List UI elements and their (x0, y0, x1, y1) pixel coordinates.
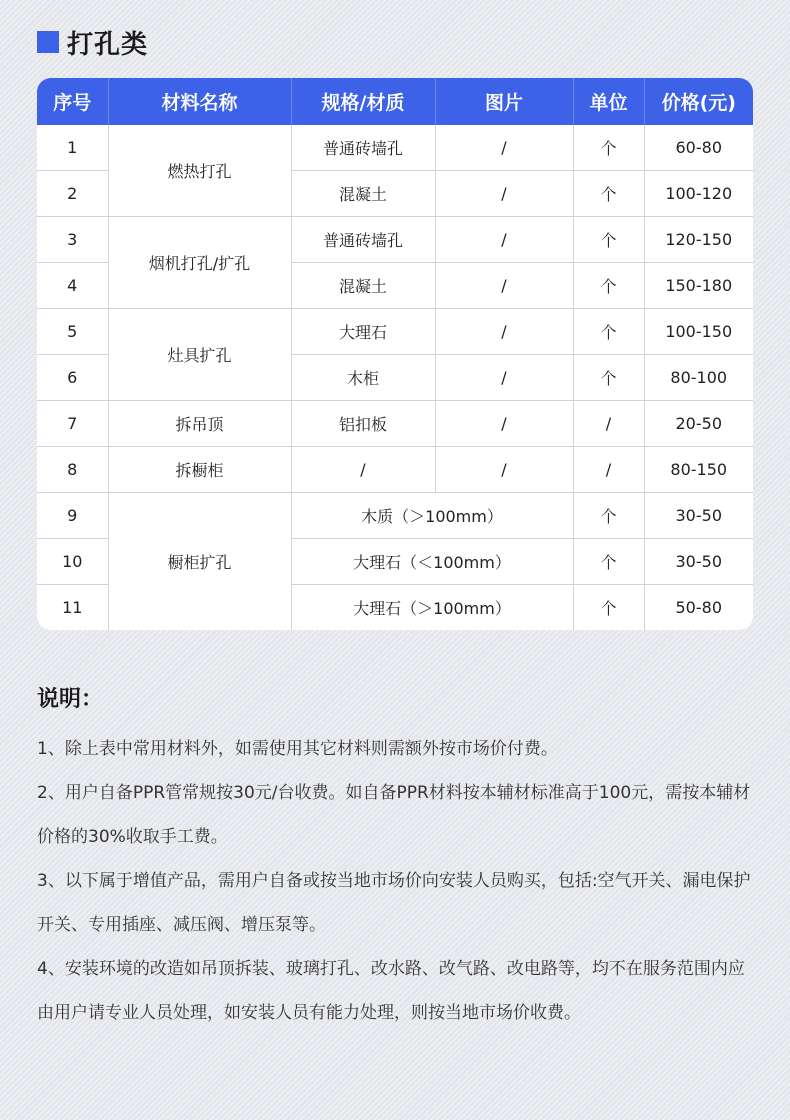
section-marker (37, 31, 59, 53)
table-row (37, 217, 753, 263)
header-spec: 规格/材质 (291, 78, 435, 125)
row-price: 120-150 (644, 217, 753, 263)
row-image: / (435, 217, 573, 263)
material-name: 拆橱柜 (108, 447, 291, 493)
header-material: 材料名称 (108, 78, 291, 125)
row-no: 7 (37, 401, 108, 447)
section-header (37, 24, 148, 60)
row-image: / (435, 171, 573, 217)
notes-section (37, 682, 757, 1035)
row-spec: 混凝土 (291, 171, 435, 217)
note-item: 1、除上表中常用材料外，如需使用其它材料则需额外按市场价付费。 (37, 739, 558, 759)
material-name: 拆吊顶 (108, 401, 291, 447)
row-no: 6 (37, 355, 108, 401)
row-price: 150-180 (644, 263, 753, 309)
row-price: 20-50 (644, 401, 753, 447)
row-spec: / (291, 447, 435, 493)
note-item: 3、以下属于增值产品，需用户自备或按当地市场价向安装人员购买，包括:空气开关、漏电保护开关、专用插座、减压阀、增压泵等。 (37, 871, 751, 935)
row-unit: 个 (573, 171, 644, 217)
row-unit: 个 (573, 263, 644, 309)
row-no: 3 (37, 217, 108, 263)
row-unit: 个 (573, 309, 644, 355)
row-image: / (435, 401, 573, 447)
row-no: 4 (37, 263, 108, 309)
row-price: 80-100 (644, 355, 753, 401)
row-spec: 大理石 (291, 309, 435, 355)
row-spec: 木柜 (291, 355, 435, 401)
row-spec: 木质（＞100mm） (291, 493, 573, 539)
table-row (37, 447, 753, 493)
row-no: 1 (67, 138, 78, 157)
row-image: / (435, 125, 573, 171)
row-unit: 个 (573, 217, 644, 263)
row-unit: 个 (573, 355, 644, 401)
material-name: 燃热打孔 (108, 125, 291, 217)
row-spec: 混凝土 (291, 263, 435, 309)
row-spec: 普通砖墙孔 (291, 217, 435, 263)
material-name: 灶具扩孔 (108, 309, 291, 401)
row-price: 30-50 (644, 539, 753, 585)
table-row (37, 493, 753, 539)
note-item: 2、用户自备PPR管常规按30元/台收费。如自备PPR材料按本辅材标准高于100元，需按本辅材价格的30%收取手工费。 (37, 783, 751, 847)
row-unit: 个 (573, 493, 644, 539)
row-spec: 普通砖墙孔 (291, 125, 435, 171)
row-price: 100-120 (644, 171, 753, 217)
table-row (37, 125, 753, 171)
row-unit: / (573, 447, 644, 493)
row-no: 8 (37, 447, 108, 493)
row-spec: 大理石（＜100mm） (291, 539, 573, 585)
row-spec: 铝扣板 (291, 401, 435, 447)
row-price: 50-80 (644, 585, 753, 631)
row-image: / (435, 447, 573, 493)
section-title: 打孔类 (67, 29, 149, 60)
note-item: 4、安装环境的改造如吊顶拆装、玻璃打孔、改水路、改气路、改电路等，均不在服务范围内应由用户请专业人员处理，如安装人员有能力处理，则按当地市场价收费。 (37, 959, 745, 1023)
row-price: 80-150 (644, 447, 753, 493)
material-name: 烟机打孔/扩孔 (108, 217, 291, 309)
row-unit: 个 (573, 125, 644, 171)
header-image: 图片 (435, 78, 573, 125)
row-image: / (435, 355, 573, 401)
row-unit: 个 (573, 539, 644, 585)
material-name: 橱柜扩孔 (108, 493, 291, 631)
header-unit: 单位 (573, 78, 644, 125)
header-price: 价格(元) (644, 78, 753, 125)
row-no: 2 (37, 171, 108, 217)
notes-title: 说明： (37, 687, 104, 712)
price-table (37, 78, 753, 630)
table-row (37, 309, 753, 355)
row-price: 60-80 (644, 125, 753, 171)
row-price: 100-150 (644, 309, 753, 355)
table-row (37, 401, 753, 447)
row-no: 11 (37, 585, 108, 631)
row-image: / (435, 309, 573, 355)
row-image: / (435, 263, 573, 309)
row-unit: 个 (573, 585, 644, 631)
header-no: 序号 (37, 78, 108, 125)
row-no: 5 (37, 309, 108, 355)
row-price: 30-50 (644, 493, 753, 539)
table-header-row (37, 78, 753, 125)
row-no: 9 (37, 493, 108, 539)
row-spec: 大理石（＞100mm） (291, 585, 573, 631)
row-no: 10 (37, 539, 108, 585)
row-unit: / (573, 401, 644, 447)
